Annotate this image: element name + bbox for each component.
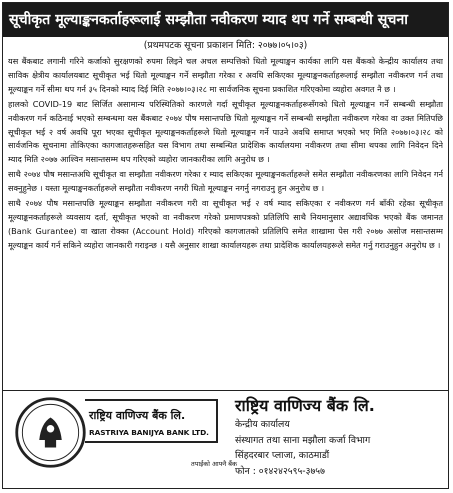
paragraph-4: साथै २०७४ पौष मसान्तपछि मूल्याङ्कन सम्झौता नवीकरण गरी वा सूचीकृत भई २ वर्ष म्याद सकिएका र नवीकरण गर्न बाँकी रहेका सूचीकृत मूल्याङ्कनकर्ताहरूले व्यवसाय दर्ता, सूचीकृत भएको वा नवीकरण गरेको प्रमाणपत्रको प्रतिलिपि साथै नियमानुसार अद्यावधिक भएको बैंक जमानत (Bank Gurantee) वा खाता रोक्का (Account Hold) गरिएको कागजातको प्रतिलिपि समेत शाखामा पेस गरी २०७७ असोज मसान्तसम्म मूल्याङ्कन कार्य गर्न सकिने व्यहोरा जानकारी गराइन्छ । यसै अनुसार शाखा कार्यालयहरू तथा प्रादेशिक कार्यालयहरूले समेत गर्नु गराउनुहुन अनुरोध छ । <box>8 198 443 250</box>
paragraph-2: हालको COVID-19 बाट सिर्जित असामान्य परिस्थितिको कारणले गर्दा सूचीकृत मूल्याङ्कनकर्ताहरूसँगको धितो मूल्याङ्कन गर्ने सम्बन्धी सम्झौता नवीकरण गर्न कठिनाई भएको सम्बन्धमा यस बैंकबाट २०७४ पौष मसान्तपछि धितो मूल्याङ्कन गर्ने सम्बन्धी सम्झौता नवीकरण गरेका वा उक्त मितिपछि सूचीकृत भई २ वर्ष अवधि पूरा भएका सूचीकृत मूल्याङ्कनकर्ताहरूले धितो मूल्याङ्कन गर्ने पाउने अवधि समाप्त भएको भए मिति २०७७।०३।२८ को सार्वजनिक सूचनामा तोकिएका कागजातहरूसहित यस विभाग तथा सम्बन्धित प्रादेशिक कार्यालयमा नवीकरण तथा सीमा थपका लागि निवेदन दिने म्याद मिति २०७७ आश्विन मसान्तसम्म थप गरिएको व्यहोरा जानकारीका लागि अनुरोध छ । <box>8 98 443 165</box>
publication-date: (प्रथमपटक सूचना प्रकाशन मिति: २०७७।०५।०३) <box>143 40 308 51</box>
bank-name: राष्ट्रिय वाणिज्य बैंक लि. <box>235 396 375 415</box>
divider <box>3 390 448 391</box>
notice-title: सूचीकृत मूल्याङ्कनकर्ताहरूलाई सम्झौता नवीकरण म्याद थप गर्ने सम्बन्धी सूचना <box>3 3 448 37</box>
address: सिंहदरबार प्लाजा, काठमाडौं <box>235 450 330 461</box>
logo-text-np: राष्ट्रिय वाणिज्य बैंक लि. <box>89 409 186 422</box>
slogan: तपाईंको आफ्नै बैंक <box>191 460 238 468</box>
paragraph-1: यस बैंकबाट लगानी गरिने कर्जाको सुरक्षणको रुपमा लिइने चल अचल सम्पत्तिको धितो मूल्याङ्कन कार्यका लागि यस बैंकको केन्द्रीय कार्यालय तथा साविक क्षेत्रीय कार्यालयबाट सूचीकृत भई धितो मूल्याङ्कन गर्ने सम्झौता गरेका र अवधि सकिएका मूल्याङ्कनकर्ताहरूलाई सम्झौता नवीकरण गर्न तथा मूल्याङ्कन गर्ने सीमा थप गर्न ३५ दिनको म्याद दिई मिति २०७७।०३।२८ मा सार्वजनिक सूचना प्रकाशित गरिएकोमा व्यहोरा अवगत नै छ । <box>8 56 443 94</box>
paragraph-3: साथै २०७४ पौष मसान्तअघि सूचीकृत वा सम्झौता नवीकरण गरेका र म्याद सकिएका मूल्याङ्कनकर्ताहरूले समेत सम्झौता नवीकरणका लागि निवेदन गर्न सक्नुहुनेछ । यस्ता मूल्याङ्कनकर्ताहरूले सम्झौता नवीकरण नगरी धितो मूल्याङ्कन नगर्नु नगराउनु हुन अनुरोध छ । <box>8 169 443 194</box>
issuer-block <box>235 395 450 479</box>
phone-number: फोन : ०१४२४२५९५-३७५७ <box>235 465 325 477</box>
bank-logo <box>13 395 88 470</box>
office-name: केन्द्रीय कार्यालय <box>235 419 290 430</box>
department-name: संस्थागत तथा साना मझौला कर्जा विभाग <box>235 434 371 446</box>
notice <box>2 2 449 489</box>
notice-body <box>8 55 443 388</box>
logo-text-en: RASTRIYA BANIJYA BANK LTD. <box>89 428 209 437</box>
